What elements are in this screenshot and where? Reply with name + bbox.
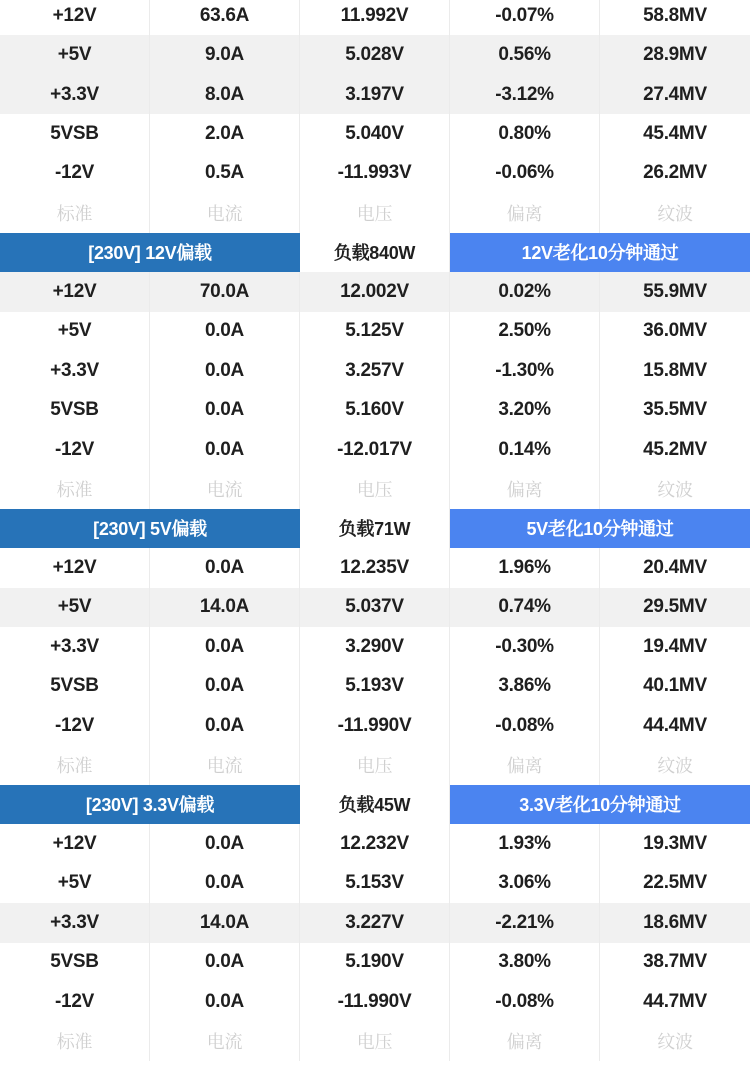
table-row	[0, 312, 750, 351]
current-cell: 70.0A	[150, 272, 300, 311]
rail-cell: +5V	[0, 312, 150, 351]
deviation-cell: 0.74%	[450, 588, 600, 627]
voltage-cell: 11.992V	[300, 0, 450, 35]
ripple-cell: 55.9MV	[600, 272, 750, 311]
legend-voltage: 电压	[300, 1021, 450, 1060]
legend-rail: 标准	[0, 193, 150, 232]
legend-current: 电流	[150, 469, 300, 508]
ripple-cell: 40.1MV	[643, 675, 707, 697]
current-cell: 14.0A	[150, 903, 300, 942]
table-row	[0, 35, 750, 74]
ripple-cell: 28.9MV	[600, 35, 750, 74]
rail-cell: +12V	[0, 272, 150, 311]
table-row	[0, 390, 750, 429]
voltage-cell: 5.190V	[300, 943, 450, 982]
voltage-cell: 5.125V	[300, 312, 450, 351]
legend-ripple: 纹波	[657, 1032, 693, 1053]
legend-deviation: 偏离	[450, 469, 600, 508]
ripple-cell: 26.2MV	[643, 162, 707, 184]
test-result-label: 3.3V老化10分钟通过	[450, 785, 750, 824]
ripple-cell: 22.5MV	[643, 872, 707, 894]
legend-current: 电流	[150, 745, 300, 784]
table-row	[0, 824, 750, 863]
legend-ripple: 纹波	[657, 756, 693, 777]
current-cell: 0.0A	[150, 312, 300, 351]
test-header	[0, 233, 750, 272]
ripple-cell: 27.4MV	[600, 75, 750, 114]
deviation-cell: 0.14%	[450, 430, 600, 469]
legend-rail: 标准	[0, 1021, 150, 1060]
table-row	[0, 666, 750, 705]
test-condition-label: [230V] 3.3V偏载	[0, 785, 300, 824]
deviation-cell: -1.30%	[450, 351, 600, 390]
deviation-cell: 0.80%	[450, 114, 600, 153]
voltage-cell: 3.227V	[300, 903, 450, 942]
voltage-cell: -11.990V	[300, 982, 450, 1021]
table-row	[0, 943, 750, 982]
current-cell: 0.0A	[150, 666, 300, 705]
legend-ripple: 纹波	[657, 203, 693, 224]
column-legend-row	[0, 193, 750, 232]
current-cell: 0.5A	[150, 154, 300, 193]
ripple-cell: 38.7MV	[643, 951, 707, 973]
current-cell: 0.0A	[150, 430, 300, 469]
voltage-cell: -11.990V	[300, 706, 450, 745]
ripple-cell: 44.4MV	[643, 714, 707, 736]
ripple-cell: 20.4MV	[643, 556, 707, 578]
deviation-cell: 0.02%	[450, 272, 600, 311]
column-legend-row	[0, 1021, 750, 1060]
voltage-cell: 3.197V	[300, 75, 450, 114]
ripple-cell: 19.3MV	[643, 832, 707, 854]
deviation-cell: -0.06%	[450, 154, 600, 193]
test-block-3v3	[0, 785, 750, 1061]
current-cell: 63.6A	[150, 0, 300, 35]
test-condition-label: [230V] 12V偏载	[0, 233, 300, 272]
table-row	[0, 982, 750, 1021]
ripple-cell: 58.8MV	[643, 4, 707, 26]
legend-rail: 标准	[0, 469, 150, 508]
legend-voltage: 电压	[300, 193, 450, 232]
table-row	[0, 588, 750, 627]
legend-rail: 标准	[0, 745, 150, 784]
deviation-cell: -0.08%	[450, 706, 600, 745]
table-row	[0, 903, 750, 942]
voltage-cell: 5.160V	[300, 390, 450, 429]
test-header	[0, 785, 750, 824]
table-row	[0, 430, 750, 469]
test-header	[0, 509, 750, 548]
column-legend-row	[0, 469, 750, 508]
rail-cell: +5V	[0, 588, 150, 627]
test-block-12v	[0, 233, 750, 509]
test-block-5v	[0, 509, 750, 785]
current-cell: 0.0A	[150, 706, 300, 745]
deviation-cell: -3.12%	[450, 75, 600, 114]
rail-cell: -12V	[0, 982, 150, 1021]
test-load-label: 负载71W	[300, 509, 450, 548]
ripple-cell: 18.6MV	[600, 903, 750, 942]
rail-cell: 5VSB	[0, 943, 150, 982]
current-cell: 2.0A	[150, 114, 300, 153]
rail-cell: +5V	[0, 35, 150, 74]
deviation-cell: 1.93%	[450, 824, 600, 863]
voltage-cell: 12.232V	[300, 824, 450, 863]
rail-cell: 5VSB	[0, 666, 150, 705]
legend-deviation: 偏离	[450, 1021, 600, 1060]
current-cell: 0.0A	[150, 351, 300, 390]
ripple-cell: 44.7MV	[643, 990, 707, 1012]
test-result-label: 12V老化10分钟通过	[450, 233, 750, 272]
rail-cell: +3.3V	[0, 351, 150, 390]
rail-cell: +3.3V	[0, 627, 150, 666]
ripple-cell: 19.4MV	[643, 635, 707, 657]
deviation-cell: 3.06%	[450, 864, 600, 903]
current-cell: 0.0A	[150, 982, 300, 1021]
legend-ripple: 纹波	[657, 479, 693, 500]
rail-cell: +12V	[0, 548, 150, 587]
current-cell: 14.0A	[150, 588, 300, 627]
current-cell: 8.0A	[150, 75, 300, 114]
test-condition-label: [230V] 5V偏载	[0, 509, 300, 548]
table-row	[0, 75, 750, 114]
current-cell: 0.0A	[150, 943, 300, 982]
legend-voltage: 电压	[300, 469, 450, 508]
rail-cell: 5VSB	[0, 114, 150, 153]
deviation-cell: 3.86%	[450, 666, 600, 705]
deviation-cell: 1.96%	[450, 548, 600, 587]
deviation-cell: -0.30%	[450, 627, 600, 666]
voltage-cell: 3.257V	[300, 351, 450, 390]
table-row	[0, 548, 750, 587]
rail-cell: -12V	[0, 706, 150, 745]
rail-cell: +3.3V	[0, 903, 150, 942]
deviation-cell: -2.21%	[450, 903, 600, 942]
legend-deviation: 偏离	[450, 193, 600, 232]
rail-cell: -12V	[0, 154, 150, 193]
current-cell: 9.0A	[150, 35, 300, 74]
ripple-cell: 45.2MV	[643, 438, 707, 460]
rail-cell: +12V	[0, 824, 150, 863]
ripple-cell: 36.0MV	[643, 320, 707, 342]
rail-cell: +5V	[0, 864, 150, 903]
voltage-cell: 5.040V	[300, 114, 450, 153]
table-row	[0, 154, 750, 193]
deviation-cell: 3.80%	[450, 943, 600, 982]
table-row	[0, 864, 750, 903]
table-row	[0, 114, 750, 153]
table-row	[0, 627, 750, 666]
deviation-cell: -0.07%	[450, 0, 600, 35]
legend-current: 电流	[150, 193, 300, 232]
legend-deviation: 偏离	[450, 745, 600, 784]
rail-cell: 5VSB	[0, 390, 150, 429]
deviation-cell: 2.50%	[450, 312, 600, 351]
test-load-label: 负载840W	[300, 233, 450, 272]
voltage-cell: 5.153V	[300, 864, 450, 903]
table-row	[0, 351, 750, 390]
voltage-cell: 12.002V	[300, 272, 450, 311]
test-block-previous	[0, 0, 750, 233]
ripple-cell: 15.8MV	[643, 359, 707, 381]
deviation-cell: 3.20%	[450, 390, 600, 429]
voltage-cell: 12.235V	[300, 548, 450, 587]
deviation-cell: 0.56%	[450, 35, 600, 74]
voltage-cell: 5.037V	[300, 588, 450, 627]
voltage-cell: 5.193V	[300, 666, 450, 705]
voltage-cell: -11.993V	[300, 154, 450, 193]
current-cell: 0.0A	[150, 824, 300, 863]
test-result-label: 5V老化10分钟通过	[450, 509, 750, 548]
voltage-cell: 5.028V	[300, 35, 450, 74]
rail-cell: -12V	[0, 430, 150, 469]
deviation-cell: -0.08%	[450, 982, 600, 1021]
voltage-cell: 3.290V	[300, 627, 450, 666]
rail-cell: +3.3V	[0, 75, 150, 114]
current-cell: 0.0A	[150, 627, 300, 666]
ripple-cell: 45.4MV	[643, 123, 707, 145]
rail-cell: +12V	[0, 0, 150, 35]
table-row	[0, 0, 750, 35]
voltage-cell: -12.017V	[300, 430, 450, 469]
table-row	[0, 272, 750, 311]
current-cell: 0.0A	[150, 390, 300, 429]
ripple-cell: 29.5MV	[600, 588, 750, 627]
column-legend-row	[0, 745, 750, 784]
current-cell: 0.0A	[150, 864, 300, 903]
legend-voltage: 电压	[300, 745, 450, 784]
test-load-label: 负载45W	[300, 785, 450, 824]
ripple-cell: 35.5MV	[643, 399, 707, 421]
legend-current: 电流	[150, 1021, 300, 1060]
current-cell: 0.0A	[150, 548, 300, 587]
table-row	[0, 706, 750, 745]
